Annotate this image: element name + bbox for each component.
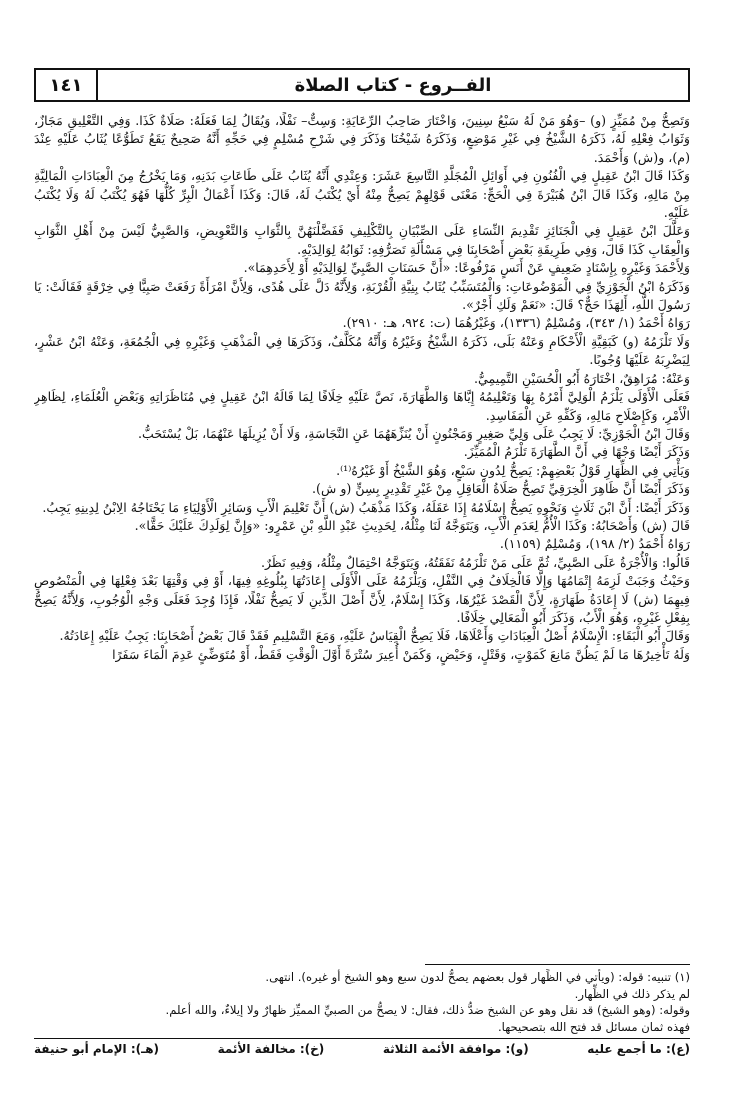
paragraph: رَوَاهُ أَحْمَدُ (٢/ ١٩٨)، وَمُسْلِمٌ (١١٥٩). bbox=[499, 536, 690, 552]
paragraph: وَيَأْتِي فِي الظِّهَارِ قَوْلُ بَعْضِهِمْ: يَصِحُّ لِدُونِ سَبْعٍ، وَهُوَ الشَّيْخُ أَوْ غَيْرُهُ⁽¹⁾. bbox=[336, 462, 690, 478]
paragraph: وَحَيْثُ وَجَبَتْ لَزِمَهُ إِتْمَامُهَا وَإِلَّا فَالْخِلَافُ فِي النَّفْلِ، وَيَلْزَمُهُ عَلَى الْأَوْلَى إِعَادَتُهَا بِبُلُوغِهِ فِيهَا، أَوْ فِي وَقْتِهَا بَعْدَ فِعْلِهَا فِي الْمَنْصُوصِ فِيهِمَا (ش) لَا إِعَادَةُ طَهَارَةٍ، لِأَنَّ الْقَصْدَ غَيْرُهَا، وَكَذَا إِسْلَامٌ، لِأَنَّ أَصْلَ الدِّينِ لَا يَصِحُّ نَفْلًا، فَإِذَا وُجِدَ فَعَلَى وَجْهِ الْوُجُوبِ، وَلِأَنَّهُ يَصِحُّ بِفِعْلِ غَيْرِهِ، وَهُوَ الْأَبُ، وَذَكَرَ أَبُو الْمَعَالِي خِلَافًا. bbox=[34, 573, 690, 625]
paragraph: وَتَصِحُّ مِنْ مُمَيِّزٍ (و) –وَهُوَ مَنْ لَهُ سَبْعُ سِنِينَ، وَاخْتَارَ صَاحِبُ الرِّعَايَةِ: وَسِتٌّ– نَفْلًا، وَيُقَالُ لِمَا فَعَلَهُ: صَلَاةٌ كَذَا. وَفِي التَّعْلِيقِ مَجَازٌ، وَثَوَابُ فِعْلِهِ لَهُ، ذَكَرَهُ الشَّيْخُ فِي غَيْرِ مَوْضِعٍ، وَذَكَرَهُ شَيْخُنَا وَذَكَرَ فِي شَرْحِ مُسْلِمٍ فِي حَجِّهِ أَنَّهُ صَحِيحٌ يَقَعُ تَطَوُّعًا يُثَابُ عَلَيْهِ عِنْدَ (م)، و(ش) وَأَحْمَدَ. bbox=[34, 113, 690, 165]
footnote-divider bbox=[425, 964, 690, 965]
main-text bbox=[34, 112, 690, 952]
paragraph: وَقَالَ ابْنُ الْجَوْزِيِّ: لَا يَجِبُ عَلَى وَلِيِّ صَغِيرٍ وَمَجْنُونٍ أَنْ يُنَزِّهَهُمَا عَنِ النَّجَاسَةِ، وَلَا أَنْ يُزِيلَهَا عَنْهُمَا، بَلْ يُسْتَحَبُّ. bbox=[137, 425, 690, 441]
paragraph: وَلَهُ تَأْخِيرُهَا مَا لَمْ يَظُنَّ مَانِعَ كَمَوْتٍ، وَقَتْلٍ، وَحَيْضٍ، وَكَمَنْ أُعِيرَ سُتْرَةً أَوَّلَ الْوَقْتِ فَقَطْ، أَوْ مُتَوَضِّئٍ عَدِمَ الْمَاءَ سَفَرًا bbox=[112, 646, 690, 662]
paragraph: وَعَنْهُ: مُرَاهِقٌ، اخْتَارَهُ أَبُو الْحُسَيْنِ التَّمِيمِيُّ. bbox=[473, 370, 690, 386]
symbol-key bbox=[34, 1042, 690, 1062]
paragraph: وَكَذَا قَالَ ابْنُ عَقِيلٍ فِي الْفُنُونِ فِي أَوَائِلِ الْمُجَلَّدِ التَّاسِعَ عَشَرَ: وَعِنْدِي أَنَّهُ يُثَابُ عَلَى طَاعَاتِ بَدَنِهِ، وَمَا يَخْرُجُ مِنَ الْعِبَادَاتِ الْمَالِيَّةِ مِنْ مَالِهِ، وَكَذَا قَالَ ابْنُ هُبَيْرَةَ فِي الْحَجِّ: مَعْنَى قَوْلِهِمْ يَصِحُّ مِنْهُ أَيْ يُكْتَبُ لَهُ، قَالَ: وَكَذَا أَعْمَالُ الْبِرِّ كُلُّهَا فَهُوَ يُكْتَبُ لَهُ وَلَا يُكْتَبُ عَلَيْهِ. bbox=[34, 168, 690, 221]
header-title: الفــروع - كتاب الصلاة bbox=[294, 74, 492, 96]
bottom-divider bbox=[34, 1038, 690, 1039]
footnote-line: لم يذكر ذلك في الظِّهار. bbox=[574, 986, 690, 1001]
paragraph: وَذَكَرَ أَيْضًا وَجْهًا فِي أَنَّ الطَّهَارَةَ تَلْزَمُ الْمُمَيِّزَ. bbox=[463, 444, 690, 460]
paragraph: وَذَكَرَهُ ابْنُ الْجَوْزِيِّ فِي الْمَوْضُوعَاتِ: وَالْمُتَسَبِّبُ يُثَابُ بِنِيَّةِ الْقُرْبَةِ، وَلِأَنَّهُ دَلَّ عَلَى هُدًى، وَلِأَنَّ امْرَأَةً رَفَعَتْ صَبِيًّا فِي خِرْقَةٍ فَقَالَتْ: يَا رَسُولَ اللَّهِ، أَلِهَذَا حَجٌّ؟ قَالَ: «نَعَمْ وَلَكِ أَجْرٌ». bbox=[34, 278, 690, 313]
footnote-line: فهذه ثمان مسائل قد فتح الله بتصحيحها. bbox=[498, 1019, 690, 1034]
paragraph: قَالُوا: وَالْأُجْرَةُ عَلَى الصَّبِيِّ، ثُمَّ عَلَى مَنْ تَلْزَمُهُ نَفَقَتُهُ، وَيَتَوَجَّهُ احْتِمَالٌ مِثْلُهُ، وَفِيهِ نَظَرٌ. bbox=[260, 554, 690, 570]
key-item: (هـ): الإمام أبو حنيفة bbox=[34, 1042, 160, 1056]
paragraph: وَذَكَرَ أَيْضًا أَنَّ ظَاهِرَ الْخِرَقِيِّ تَصِحُّ صَلَاةُ الْعَاقِلِ مِنْ غَيْرِ تَقْدِيرٍ بِسِنٍّ (و ش). bbox=[312, 481, 690, 497]
paragraph: وَقَالَ أَبُو الْبَقَاءِ: الْإِسْلَامُ أَصْلُ الْعِبَادَاتِ وَأَعْلَاهَا، فَلَا يَصِحُّ الْقِيَاسُ عَلَيْهِ، وَمَعَ التَّسْلِيمِ فَقَدْ قَالَ بَعْضُ أَصْحَابِنَا: يَجِبُ عَلَيْهِ إِعَادَتُهُ. bbox=[59, 628, 690, 644]
page-header bbox=[34, 68, 690, 102]
paragraph: فَعَلَى الْأَوْلَى يَلْزَمُ الْوَلِيَّ أَمْرُهُ بِهَا وَتَعْلِيمُهُ إِيَّاهَا وَالطَّهَارَةَ، نَصَّ عَلَيْهِ خِلَافًا لِمَا قَالَهُ ابْنُ عَقِيلٍ فِي مُنَاظَرَاتِهِ وَبَعْضِ الْعُلَمَاءِ، لِظَاهِرِ الْأَمْرِ، وَكَإِصْلَاحِ مَالِهِ، وَكَفِّهِ عَنِ الْمَفَاسِدِ. bbox=[34, 389, 690, 423]
paragraph: وَلِأَحْمَدَ وَغَيْرِهِ بِإِسْنَادٍ ضَعِيفٍ عَنْ أَنَسٍ مَرْفُوعًا: «أَنَّ حَسَنَاتِ الصَّبِيِّ لِوَالِدَيْهِ أَوْ لِأَحَدِهِمَا». bbox=[243, 260, 690, 276]
key-item: (خ): مخالفة الأئمة bbox=[217, 1042, 325, 1056]
footnote-line: (١) تنبيه: قوله: (ويأتي في الظِّهار قول بعضهم يصحُّ لدون سبع وهو الشيخ أو غيره). انتهى. bbox=[265, 970, 690, 984]
footnotes bbox=[34, 969, 690, 1037]
key-item: (ع): ما أجمع عليه bbox=[587, 1042, 690, 1056]
key-item: (و): موافقة الأئمة الثلاثة bbox=[382, 1042, 529, 1056]
page-number: ١٤١ bbox=[36, 70, 98, 100]
paragraph: رَوَاهُ أَحْمَدُ (١/ ٣٤٣)، وَمُسْلِمٌ (١٣٣٦)، وَغَيْرُهُمَا (ت: ٩٢٤، هـ: ٢٩١٠). bbox=[342, 315, 690, 331]
paragraph: وَعَلَّلَ ابْنُ عَقِيلٍ فِي الْجَنَائِزِ تَقْدِيمَ النِّسَاءِ عَلَى الصِّبْيَانِ بِالتَّكْلِيفِ فَفَضَّلْنَهُنَّ بِالثَّوَابِ وَالتَّعْوِيضِ، وَالصَّبِيُّ لَيْسَ مِنْ أَهْلِ الثَّوَابِ وَالْعِقَابِ كَذَا قَالَ، وَفِي طَرِيقَةِ بَعْضِ أَصْحَابِنَا فِي مَسْأَلَةِ تَصَرُّفِهِ: ثَوَابُهُ لِوَالِدَيْهِ. bbox=[34, 223, 690, 257]
paragraph: وَذَكَرَ أَيْضًا: أَنَّ ابْنَ ثَلَاثٍ وَنَحْوِهِ يَصِحُّ إِسْلَامُهُ إِذَا عَقَلَهُ، وَكَذَا مَذْهَبُ (ش) أَنَّ تَعْلِيمَ الْأَبِ وَسَائِرِ الْأَوْلِيَاءِ مَا يَحْتَاجُهُ الِابْنُ لِدِينِهِ يَجِبُ. bbox=[42, 499, 690, 515]
paragraph: وَلَا تَلْزَمُهُ (و) كَبَقِيَّةِ الْأَحْكَامِ وَعَنْهُ بَلَى، ذَكَرَهُ الشَّيْخُ وَغَيْرُهُ وَأَنَّهُ مُكَلَّفٌ، وَذَكَرَهَا فِي الْمَذْهَبِ وَغَيْرِهِ فِي الْجُمُعَةِ، وَعَنْهُ ابْنُ عَشْرٍ، لِيَضْرِبَهُ عَلَيْهَا وُجُوبًا. bbox=[34, 333, 690, 368]
footnote-line: وقوله: (وهو الشيخ) قد نقل وهو عن الشيخ ضدُّ ذلك، فقال: لا يصحُّ من الصبيِّ المميِّز ظهارٌ ولا إيلاءٌ، والله أعلم. bbox=[165, 1003, 690, 1017]
paragraph: قَالَ (ش) وَأَصْحَابُهُ: وَكَذَا الْأُمُّ لِعَدَمِ الْأَبِ، وَيَتَوَجَّهُ لَنَا مِثْلُهُ، لِحَدِيثِ عَبْدِ اللَّهِ بْنِ عَمْرٍو: «وَإِنَّ لِوَلَدِكَ عَلَيْكَ حَقًّا». bbox=[134, 517, 690, 533]
